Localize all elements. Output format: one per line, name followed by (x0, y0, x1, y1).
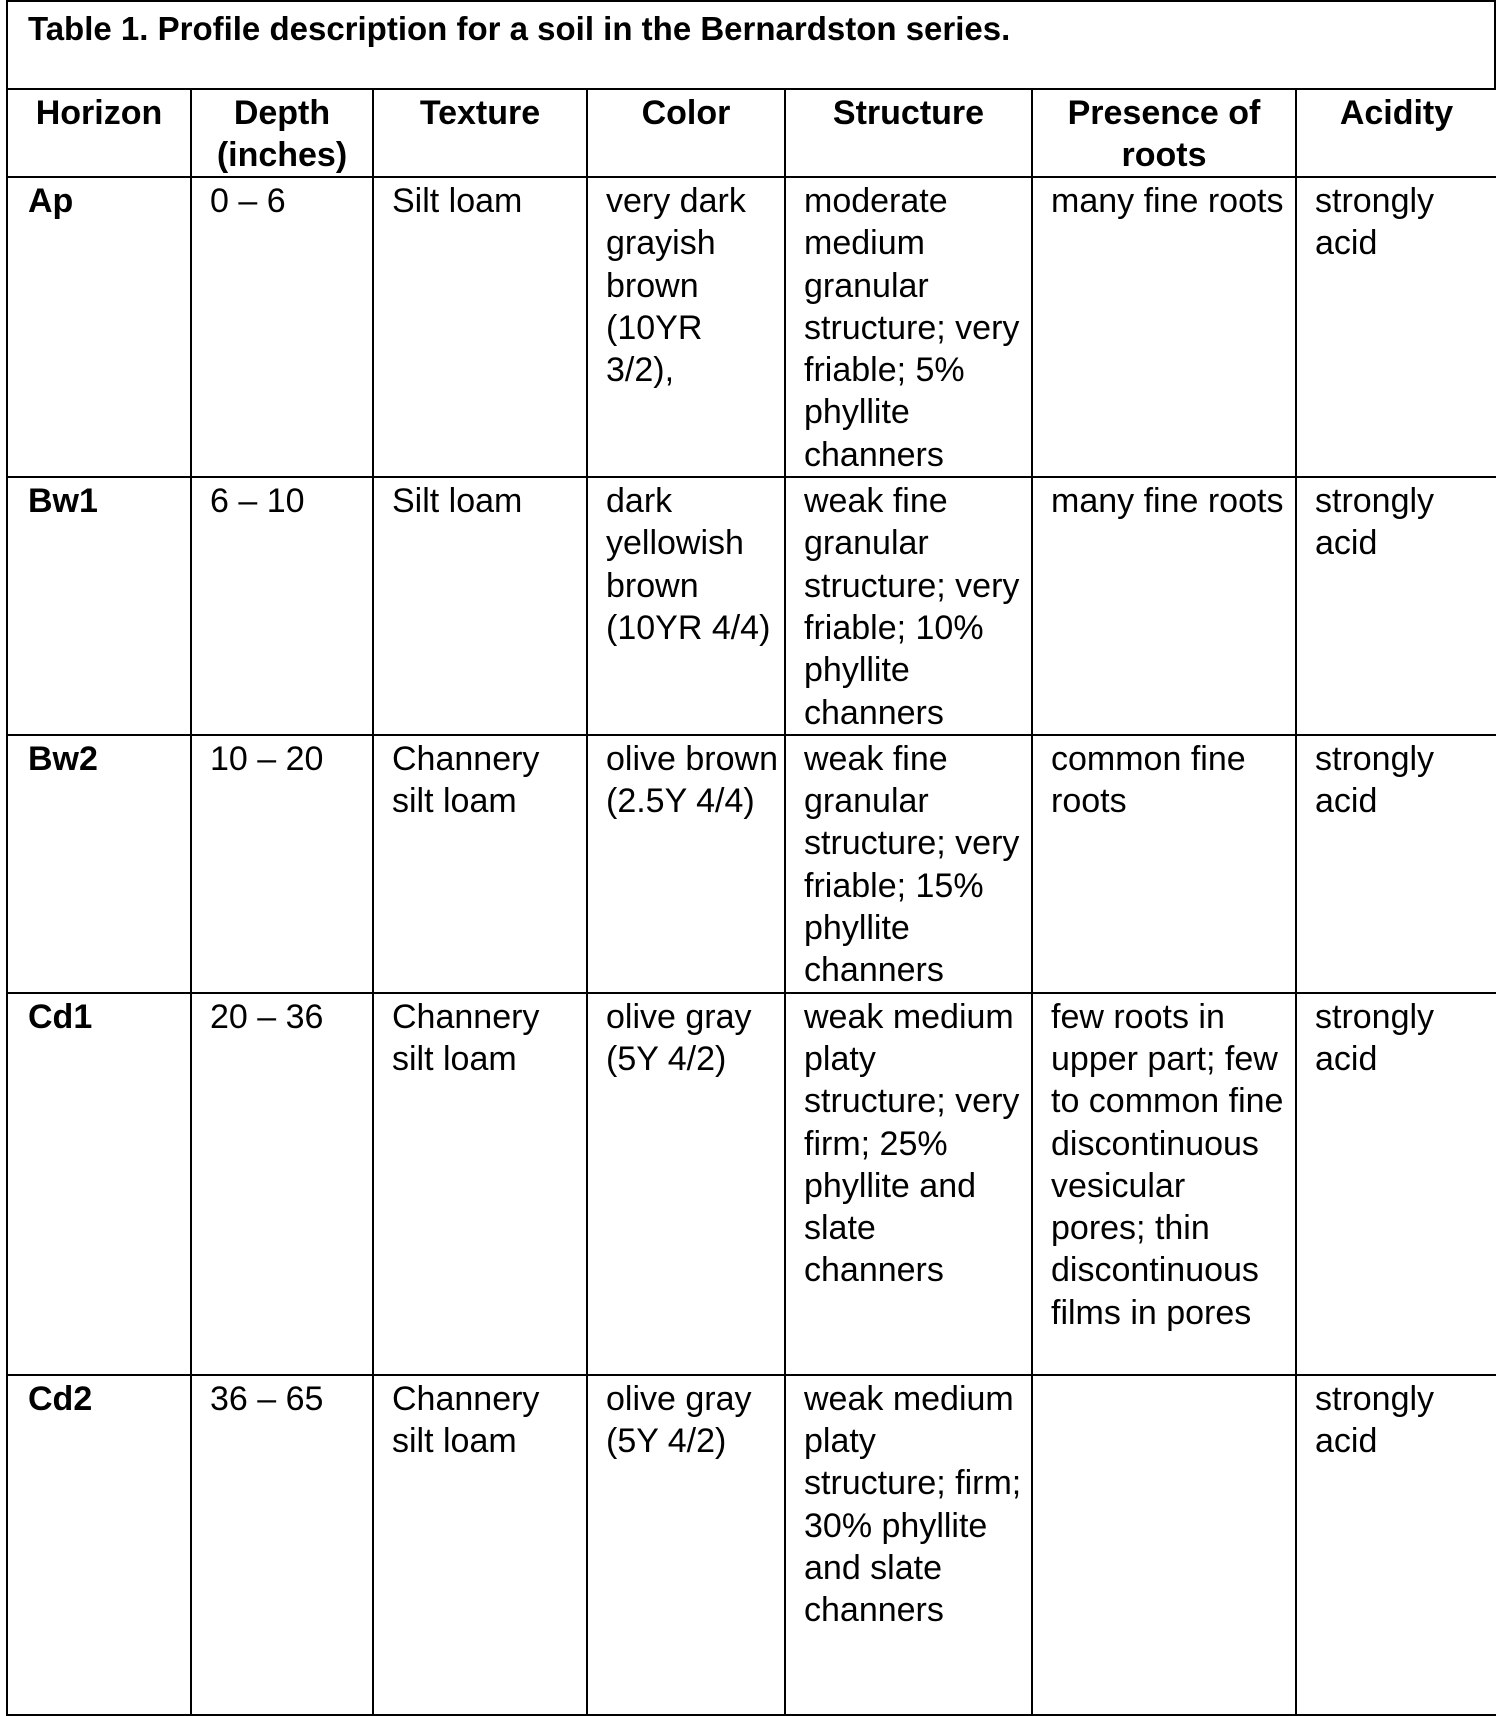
cell-texture: Silt loam (373, 477, 587, 735)
profile-table (6, 88, 1496, 1716)
cell-structure: weak fine granular structure; very friable; 15% phyllite channers (785, 735, 1032, 993)
table-row (7, 735, 1496, 993)
cell-horizon: Bw2 (7, 735, 191, 993)
cell-color: dark yellowish brown (10YR 4/4) (587, 477, 785, 735)
cell-structure: weak medium platy structure; firm; 30% phyllite and slate channers (785, 1375, 1032, 1715)
cell-color: olive gray (5Y 4/2) (587, 1375, 785, 1715)
header-color: Color (587, 89, 785, 177)
cell-horizon: Ap (7, 177, 191, 477)
cell-color: olive brown (2.5Y 4/4) (587, 735, 785, 993)
cell-roots: few roots in upper part; few to common fine discontinuous vesicular pores; thin discontinuous films in pores (1032, 993, 1296, 1375)
cell-roots: common fine roots (1032, 735, 1296, 993)
cell-depth: 6 – 10 (191, 477, 373, 735)
cell-depth: 0 – 6 (191, 177, 373, 477)
soil-profile-document (6, 0, 1496, 1716)
table-row (7, 477, 1496, 735)
cell-acidity: strongly acid (1296, 477, 1496, 735)
cell-structure: moderate medium granular structure; very friable; 5% phyllite channers (785, 177, 1032, 477)
table-row (7, 177, 1496, 477)
cell-horizon: Bw1 (7, 477, 191, 735)
cell-texture: Channery silt loam (373, 993, 587, 1375)
cell-roots: many fine roots (1032, 477, 1296, 735)
header-depth: Depth (inches) (191, 89, 373, 177)
cell-roots: many fine roots (1032, 177, 1296, 477)
cell-structure: weak fine granular structure; very friable; 10% phyllite channers (785, 477, 1032, 735)
cell-acidity: strongly acid (1296, 177, 1496, 477)
cell-acidity: strongly acid (1296, 1375, 1496, 1715)
cell-depth: 36 – 65 (191, 1375, 373, 1715)
table-caption: Table 1. Profile description for a soil in the Bernardston series. (6, 0, 1496, 88)
cell-texture: Silt loam (373, 177, 587, 477)
header-texture: Texture (373, 89, 587, 177)
table-row (7, 993, 1496, 1375)
cell-texture: Channery silt loam (373, 1375, 587, 1715)
cell-horizon: Cd2 (7, 1375, 191, 1715)
header-horizon: Horizon (7, 89, 191, 177)
header-row (7, 89, 1496, 177)
cell-acidity: strongly acid (1296, 993, 1496, 1375)
header-structure: Structure (785, 89, 1032, 177)
header-roots: Presence of roots (1032, 89, 1296, 177)
cell-texture: Channery silt loam (373, 735, 587, 993)
cell-horizon: Cd1 (7, 993, 191, 1375)
cell-depth: 20 – 36 (191, 993, 373, 1375)
cell-depth: 10 – 20 (191, 735, 373, 993)
cell-acidity: strongly acid (1296, 735, 1496, 993)
cell-color: olive gray (5Y 4/2) (587, 993, 785, 1375)
cell-color: very dark grayish brown (10YR 3/2), (587, 177, 785, 477)
table-row (7, 1375, 1496, 1715)
cell-roots (1032, 1375, 1296, 1715)
header-acidity: Acidity (1296, 89, 1496, 177)
cell-structure: weak medium platy structure; very firm; 25% phyllite and slate channers (785, 993, 1032, 1375)
